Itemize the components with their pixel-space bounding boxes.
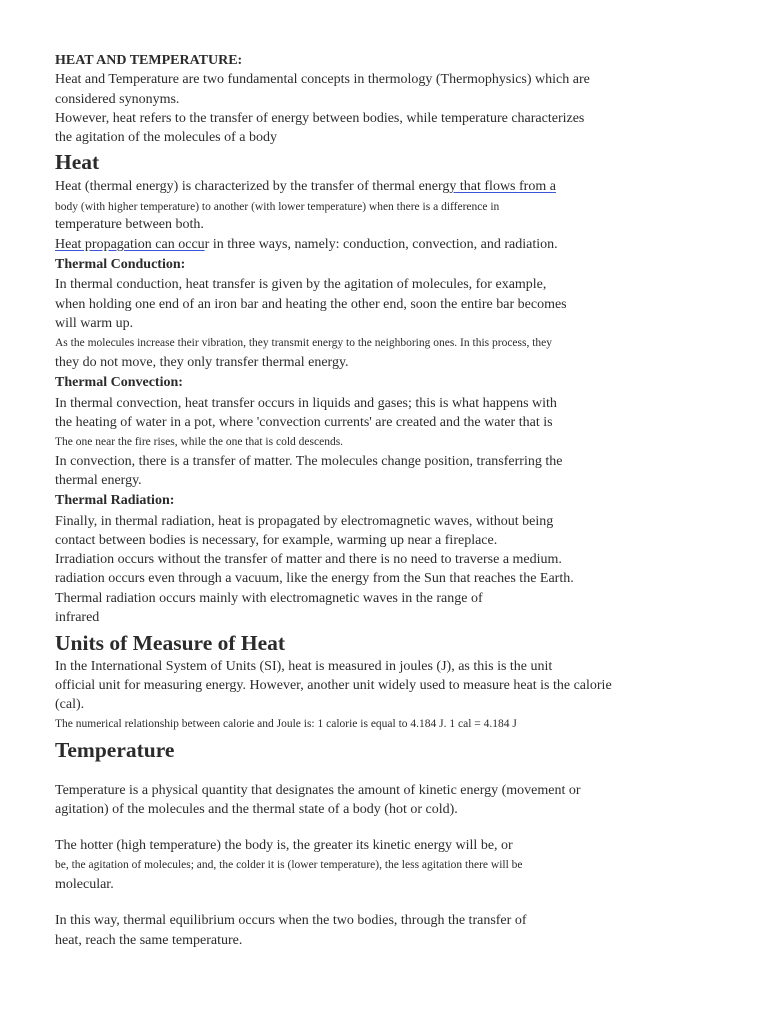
conduction-line: when holding one end of an iron bar and heating the other end, soon the entire bar becomes	[55, 297, 567, 312]
inline-link[interactable]: Heat propagation can occu	[55, 237, 205, 252]
conduction-line: As the molecules increase their vibration, they transmit energy to the neighboring ones. In this process, they	[55, 337, 553, 349]
heat-paragraph-line: temperature between both.	[55, 217, 204, 232]
inline-link[interactable]: y that flows from a	[449, 179, 556, 194]
temperature-line: heat, reach the same temperature.	[55, 933, 243, 948]
heat-text: Heat (thermal energy) is characterized by the transfer of thermal energ	[55, 179, 450, 194]
document-title: HEAT AND TEMPERATURE:	[55, 53, 243, 68]
convection-line: the heating of water in a pot, where 'convection currents' are created and the water that is	[55, 415, 553, 430]
units-line: (cal).	[55, 697, 85, 712]
radiation-line: radiation occurs even through a vacuum, like the energy from the Sun that reaches the Earth.	[55, 571, 574, 586]
radiation-line: Thermal radiation occurs mainly with electromagnetic waves in the range of	[55, 591, 483, 606]
temperature-line: molecular.	[55, 877, 114, 892]
convection-line: thermal energy.	[55, 473, 142, 488]
heat-propagation-text: r in three ways, namely: conduction, convection, and radiation.	[204, 237, 558, 252]
subheading-radiation: Thermal Radiation:	[55, 493, 175, 508]
subheading-convection: Thermal Convection:	[55, 375, 183, 390]
convection-line: In thermal convection, heat transfer occurs in liquids and gases; this is what happens with	[55, 396, 557, 411]
units-line: In the International System of Units (SI), heat is measured in joules (J), as this is the unit	[55, 659, 553, 674]
conduction-line: they do not move, they only transfer thermal energy.	[55, 355, 349, 370]
heading-units: Units of Measure of Heat	[55, 631, 286, 655]
conduction-line: will warm up.	[55, 316, 134, 331]
temperature-line: The hotter (high temperature) the body is, the greater its kinetic energy will be, or	[55, 838, 513, 853]
heading-heat: Heat	[55, 150, 100, 174]
intro-line: the agitation of the molecules of a body	[55, 130, 277, 145]
temperature-line: Temperature is a physical quantity that designates the amount of kinetic energy (movement or	[55, 783, 581, 798]
convection-line: In convection, there is a transfer of matter. The molecules change position, transferring the	[55, 454, 563, 469]
heading-temperature: Temperature	[55, 738, 175, 762]
intro-line: Heat and Temperature are two fundamental concepts in thermology (Thermophysics) which are	[55, 72, 590, 87]
intro-line: However, heat refers to the transfer of energy between bodies, while temperature characterizes	[55, 111, 585, 126]
temperature-line: agitation) of the molecules and the thermal state of a body (hot or cold).	[55, 802, 458, 817]
units-line: official unit for measuring energy. However, another unit widely used to measure heat is the calorie	[55, 678, 612, 693]
radiation-line: Finally, in thermal radiation, heat is propagated by electromagnetic waves, without being	[55, 514, 554, 529]
temperature-line: In this way, thermal equilibrium occurs when the two bodies, through the transfer of	[55, 913, 527, 928]
convection-line: The one near the fire rises, while the one that is cold descends.	[55, 436, 344, 448]
radiation-line: Irradiation occurs without the transfer of matter and there is no need to traverse a medium.	[55, 552, 562, 567]
heat-paragraph-line: body (with higher temperature) to another (with lower temperature) when there is a difference in	[55, 201, 500, 213]
subheading-conduction: Thermal Conduction:	[55, 257, 186, 272]
units-line: The numerical relationship between calorie and Joule is: 1 calorie is equal to 4.184 J. 1 cal = 4.184 J	[55, 718, 517, 730]
intro-line: considered synonyms.	[55, 92, 180, 107]
temperature-line: be, the agitation of molecules; and, the colder it is (lower temperature), the less agitation there will be	[55, 859, 523, 871]
heat-propagation-line	[55, 236, 558, 254]
radiation-line: infrared	[55, 610, 100, 625]
radiation-line: contact between bodies is necessary, for example, warming up near a fireplace.	[55, 533, 498, 548]
heat-paragraph-line	[55, 178, 556, 196]
conduction-line: In thermal conduction, heat transfer is given by the agitation of molecules, for example,	[55, 277, 547, 292]
